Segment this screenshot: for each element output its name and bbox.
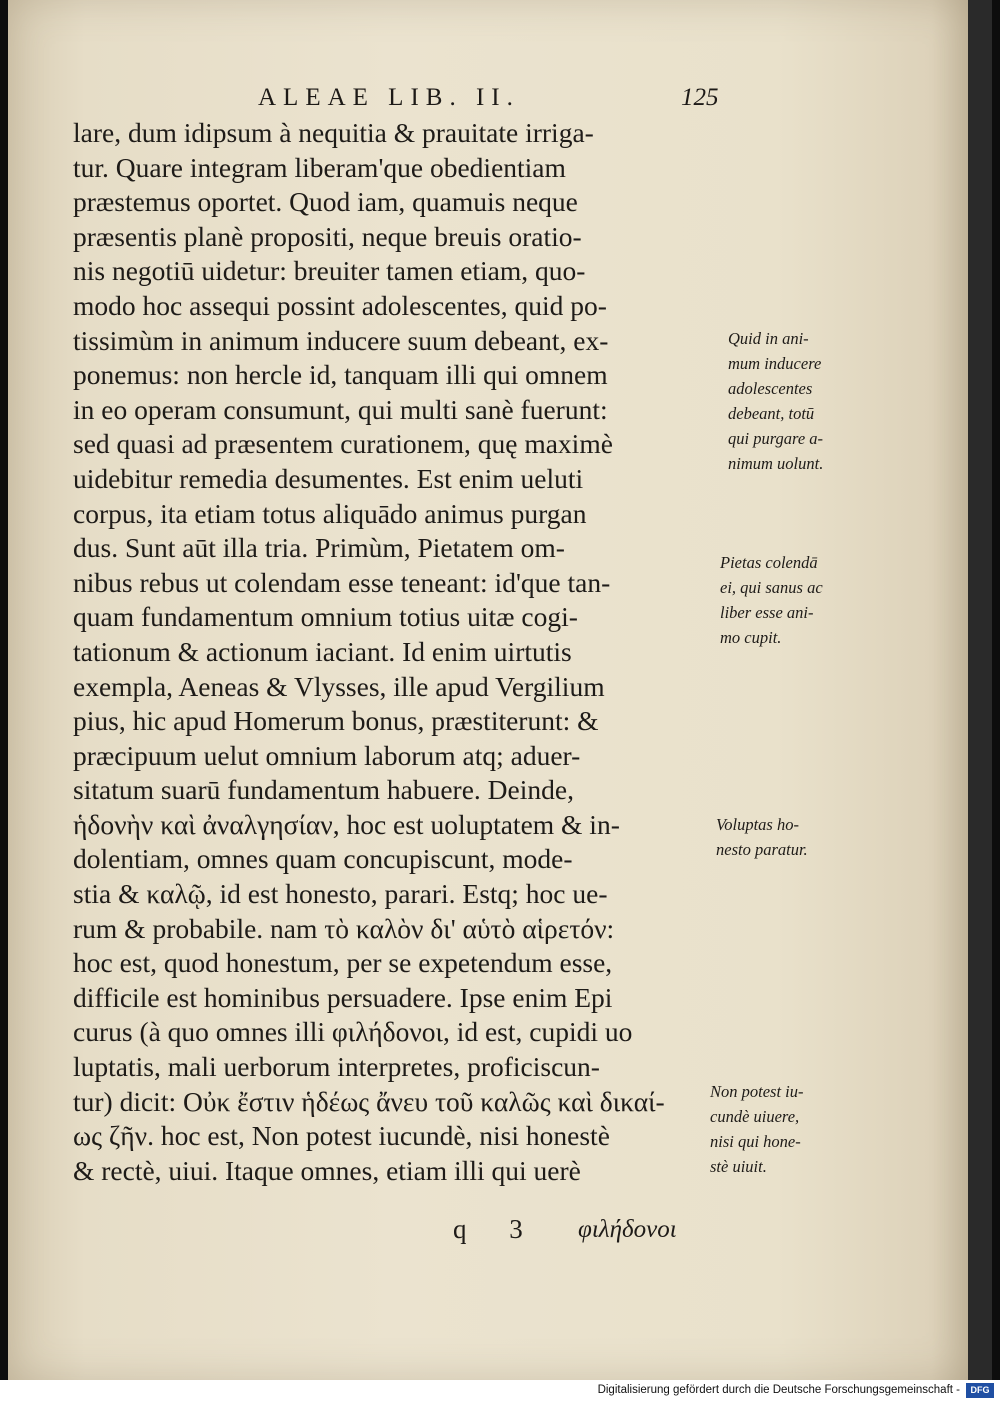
margin-note-line: stè uiuit. <box>710 1157 767 1176</box>
dfg-logo: DFG <box>966 1383 994 1398</box>
text-line: præstemus oportet. Quod iam, quamuis neque <box>73 186 578 218</box>
margin-note-iucunde <box>710 1079 804 1179</box>
text-line: stia & καλῷ, id est honesto, parari. Estq; hoc ue- <box>73 878 608 910</box>
text-line: ως ζῆν. hoc est, Non potest iucundè, nisi honestè <box>73 1120 610 1152</box>
margin-note-line: qui purgare a- <box>728 429 824 448</box>
text-line: difficile est hominibus persuadere. Ipse enim Epi <box>73 981 613 1013</box>
text-line: tur. Quare integram liberam'que obedientiam <box>73 151 566 183</box>
text-line: dus. Sunt aūt illa tria. Primùm, Pietatem om- <box>73 532 565 564</box>
text-line: sitatum suarū fundamentum habuere. Deinde, <box>73 774 574 806</box>
running-head: ALEAE LIB. II. <box>258 84 520 111</box>
page-footer <box>8 1214 970 1254</box>
text-line: ponemus: non hercle id, tanquam illi qui omnem <box>73 359 608 391</box>
text-line: luptatis, mali uerborum interpretes, proficiscun- <box>73 1051 600 1083</box>
credit-bar <box>0 1380 1000 1402</box>
text-line: in eo operam consumunt, qui multi sanè fuerunt: <box>73 393 608 425</box>
margin-note-line: Voluptas ho- <box>716 815 799 834</box>
margin-note-line: nesto paratur. <box>716 840 808 859</box>
text-line: nis negotiū uidetur: breuiter tamen etiam, quo- <box>73 255 586 287</box>
text-line: tissimùm in animum inducere suum debeant, ex- <box>73 324 609 356</box>
text-line: nibus rebus ut colendam esse teneant: id'que tan- <box>73 566 611 598</box>
margin-note-line: Non potest iu- <box>710 1082 804 1101</box>
text-line: rum & probabile. nam τὸ καλὸν δι' αὑτὸ αἱρετόν: <box>73 912 615 944</box>
margin-note-animum <box>728 326 823 476</box>
margin-note-line: ei, qui sanus ac <box>720 578 823 597</box>
page-number: 125 <box>681 84 719 111</box>
margin-note-line: Quid in ani- <box>728 329 809 348</box>
margin-note-line: liber esse ani- <box>720 603 814 622</box>
text-line: ἡδονὴν καὶ ἀναλγησίαν, hoc est uoluptatem & in- <box>73 808 620 840</box>
text-line: corpus, ita etiam totus aliquādo animus purgan <box>73 497 587 529</box>
body-text <box>73 116 718 1188</box>
margin-note-line: adolescentes <box>728 379 813 398</box>
margin-note-line: nisi qui hone- <box>710 1132 801 1151</box>
text-line: modo hoc assequi possint adolescentes, quid po- <box>73 289 607 321</box>
text-line: præcipuum uelut omnium laborum atq; aduer- <box>73 739 581 771</box>
text-line: tur) dicit: Οὐκ ἔστιν ἡδέως ἄνευ τοῦ καλῶς καὶ δικαί- <box>73 1085 665 1117</box>
margin-note-line: Pietas colendā <box>720 553 818 572</box>
text-line: exempla, Aeneas & Vlysses, ille apud Vergilium <box>73 670 605 702</box>
text-line: tationum & actionum iaciant. Id enim uirtutis <box>73 635 572 667</box>
text-line: sed quasi ad præsentem curationem, quę maximè <box>73 428 613 460</box>
text-line: curus (à quo omnes illi φιλήδονοι, id est, cupidi uo <box>73 1016 633 1048</box>
text-line: hoc est, quod honestum, per se expetendum esse, <box>73 947 613 979</box>
margin-note-line: nimum uolunt. <box>728 454 824 473</box>
margin-note-line: debeant, totū <box>728 404 815 423</box>
page-edge <box>968 0 992 1380</box>
margin-note-pietas <box>720 550 823 650</box>
text-line: præsentis planè propositi, neque breuis oratio- <box>73 220 582 252</box>
margin-note-line: mum inducere <box>728 354 822 373</box>
text-line: dolentiam, omnes quam concupiscunt, mode- <box>73 843 573 875</box>
credit-text: Digitalisierung gefördert durch die Deutsche Forschungsgemeinschaft - <box>597 1384 960 1396</box>
text-line: lare, dum idipsum à nequitia & prauitate irriga- <box>73 117 594 148</box>
text-line: pius, hic apud Homerum bonus, præstiterunt: & <box>73 705 599 737</box>
book-page <box>8 0 970 1380</box>
margin-note-line: mo cupit. <box>720 628 782 647</box>
margin-note-line: cundè uiuere, <box>710 1107 800 1126</box>
text-line: & rectè, uiui. Itaque omnes, etiam illi qui uerè <box>73 1154 581 1186</box>
catchword: φιλήδονοι <box>578 1216 677 1243</box>
text-line: quam fundamentum omnium totius uitæ cogi- <box>73 601 578 633</box>
text-line: uidebitur remedia desumentes. Est enim ueluti <box>73 462 584 494</box>
signature-mark: q 3 <box>453 1214 541 1244</box>
margin-note-voluptas <box>716 812 808 862</box>
